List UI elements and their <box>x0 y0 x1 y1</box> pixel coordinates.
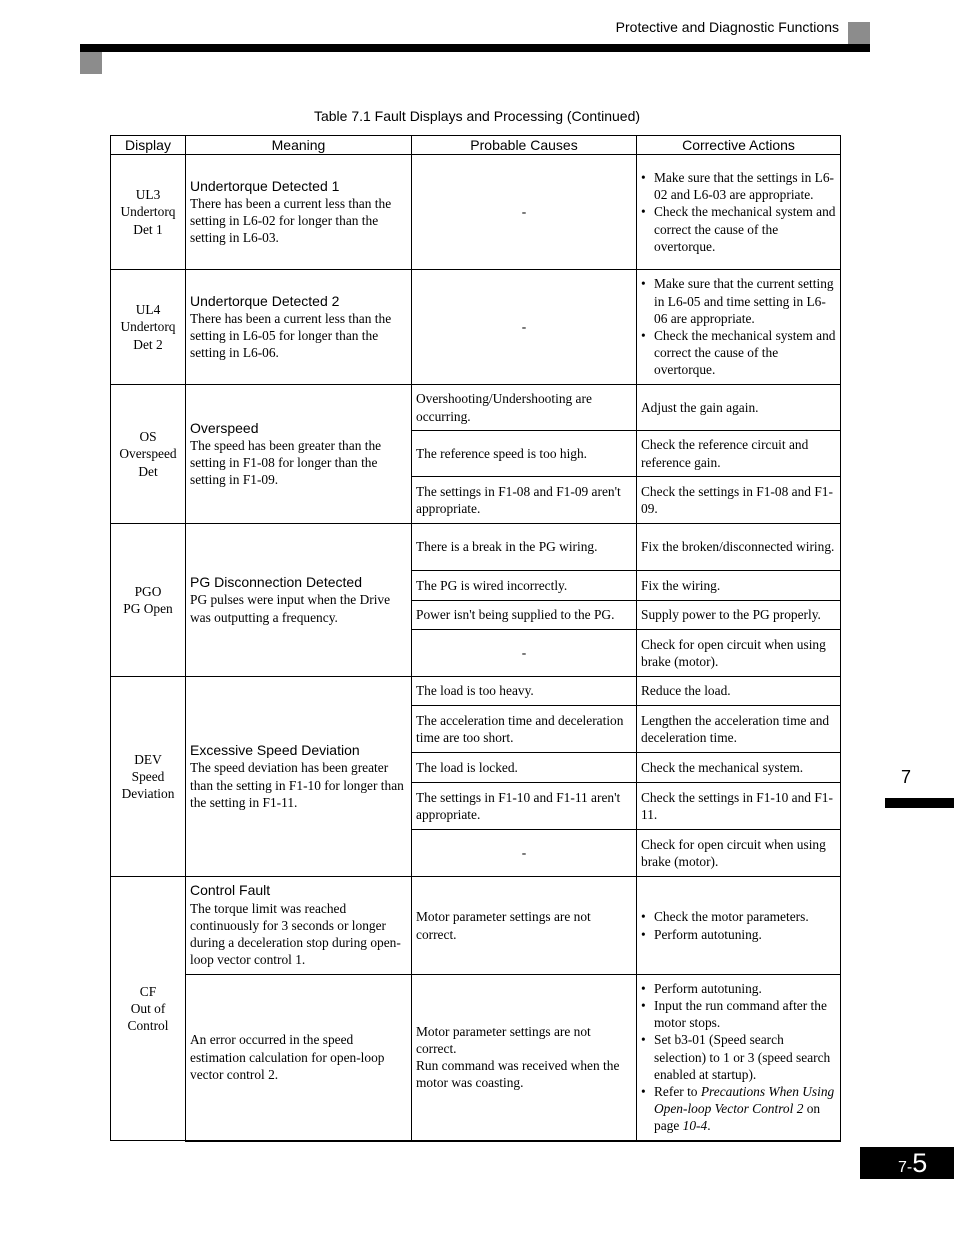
probable-cause: The settings in F1-10 and F1-11 aren't appropriate. <box>412 783 637 830</box>
reference-title: Precautions When Using Open-loop Vector Control 2 <box>654 1084 835 1117</box>
corrective-action: Fix the wiring. <box>637 571 841 601</box>
meaning-body: The torque limit was reached continuously for 3 seconds or longer during a deceleration stop during open-loop vector control 1. <box>190 900 401 968</box>
probable-cause: The settings in F1-08 and F1-09 aren't appropriate. <box>412 477 637 524</box>
table-row <box>111 155 841 270</box>
header-rule <box>80 44 870 52</box>
corrective-action <box>637 270 841 385</box>
corrective-action: Check the reference circuit and reference gain. <box>637 431 841 477</box>
column-header-display: Display <box>111 136 186 155</box>
table-row <box>111 975 841 1141</box>
fault-meaning-pgo <box>186 524 412 677</box>
fault-display-ul3: UL3 Undertorq Det 1 <box>111 155 186 270</box>
corrective-action <box>637 975 841 1141</box>
chapter-tab-bar <box>885 798 954 808</box>
probable-cause: - <box>412 830 637 877</box>
table-row <box>111 677 841 706</box>
chapter-tab-number: 7 <box>901 767 912 787</box>
fault-meaning-os <box>186 385 412 524</box>
probable-cause: The reference speed is too high. <box>412 431 637 477</box>
fault-meaning-dev <box>186 677 412 877</box>
column-header-meaning: Meaning <box>186 136 412 155</box>
corrective-action: Check for open circuit when using brake (motor). <box>637 830 841 877</box>
header-corner-marker <box>80 52 102 74</box>
probable-cause: Overshooting/Undershooting are occurring. <box>412 385 637 431</box>
probable-cause: The PG is wired incorrectly. <box>412 571 637 601</box>
meaning-body: PG pulses were input when the Drive was outputting a frequency. <box>190 592 391 625</box>
corrective-action: Supply power to the PG properly. <box>637 601 841 630</box>
probable-cause: - <box>412 155 637 270</box>
bullet-item: • Perform autotuning. <box>641 980 836 997</box>
column-header-causes: Probable Causes <box>412 136 637 155</box>
table-row <box>111 877 841 975</box>
fault-display-cf: CF Out of Control <box>111 877 186 1141</box>
probable-cause: The load is too heavy. <box>412 677 637 706</box>
meaning-body: The speed deviation has been greater than the setting in F1-10 for longer than the setting in F1-11. <box>190 760 404 810</box>
probable-cause: - <box>412 270 637 385</box>
meaning-title: Control Fault <box>190 882 271 899</box>
bullet-item: • Check the motor parameters. <box>641 908 836 925</box>
probable-cause: - <box>412 630 637 677</box>
meaning-body: There has been a current less than the setting in L6-02 for longer than the setting in L6-03. <box>190 195 392 246</box>
meaning-title: Undertorque Detected 1 <box>190 177 340 194</box>
meaning-body: The speed has been greater than the setting in F1-08 for longer than the setting in F1-09. <box>190 437 382 488</box>
probable-cause: Power isn't being supplied to the PG. <box>412 601 637 630</box>
corrective-action: Reduce the load. <box>637 677 841 706</box>
probable-cause: The load is locked. <box>412 753 637 783</box>
table-row <box>111 270 841 385</box>
meaning-title: PG Disconnection Detected <box>190 574 362 591</box>
page-number-box <box>860 1147 954 1179</box>
corrective-action <box>637 155 841 270</box>
fault-meaning-ul3 <box>186 155 412 270</box>
table-header-row <box>111 136 841 155</box>
probable-cause: Motor parameter settings are not correct. <box>412 877 637 975</box>
corrective-action: Check the mechanical system. <box>637 753 841 783</box>
corrective-action: Check the settings in F1-08 and F1-09. <box>637 477 841 524</box>
page-number: 5 <box>912 1148 928 1178</box>
bullet-item: • Set b3-01 (Speed search selection) to 1 or 3 (speed search enabled at startup). <box>641 1031 836 1083</box>
bullet-item: • Perform autotuning. <box>641 926 836 943</box>
corrective-action: Lengthen the acceleration time and deceleration time. <box>637 706 841 753</box>
page-chapter: 7- <box>898 1159 913 1176</box>
fault-meaning-cf-ovc2: An error occurred in the speed estimation calculation for open-loop vector control 2. <box>186 975 412 1141</box>
reference-page: 10-4 <box>682 1118 708 1134</box>
meaning-title: Overspeed <box>190 419 259 436</box>
bullet-item: • Check the mechanical system and correct the cause of the overtorque. <box>641 327 836 379</box>
corrective-action: Check for open circuit when using brake (motor). <box>637 630 841 677</box>
probable-cause: Motor parameter settings are not correct. Run command was received when the motor was coasting. <box>412 975 637 1141</box>
bullet-item: • Check the mechanical system and correct the cause of the overtorque. <box>641 203 836 255</box>
probable-cause: The acceleration time and deceleration time are too short. <box>412 706 637 753</box>
table-row <box>111 385 841 431</box>
corrective-action: Adjust the gain again. <box>637 385 841 431</box>
fault-display-os: OS Overspeed Det <box>111 385 186 524</box>
bullet-item: • Make sure that the current setting in L6-05 and time setting in L6-06 are appropriate. <box>641 275 836 327</box>
meaning-title: Excessive Speed Deviation <box>190 742 360 759</box>
running-header: Protective and Diagnostic Functions <box>615 19 839 35</box>
bullet-item: • Input the run command after the motor stops. <box>641 997 836 1031</box>
table-caption: Table 7.1 Fault Displays and Processing (Continued) <box>313 108 641 124</box>
bullet-item-reference: • Refer to Precautions When Using Open-loop Vector Control 2 on page 10-4. <box>641 1083 836 1135</box>
fault-display-dev: DEV Speed Deviation <box>111 677 186 877</box>
table-row <box>111 524 841 571</box>
meaning-body: There has been a current less than the setting in L6-05 for longer than the setting in L6-06. <box>190 310 392 361</box>
corrective-action <box>637 877 841 975</box>
fault-table <box>110 135 841 1142</box>
corrective-action: Check the settings in F1-10 and F1-11. <box>637 783 841 830</box>
fault-display-ul4: UL4 Undertorq Det 2 <box>111 270 186 385</box>
fault-meaning-cf <box>186 877 412 975</box>
probable-cause: There is a break in the PG wiring. <box>412 524 637 571</box>
fault-display-pgo: PGO PG Open <box>111 524 186 677</box>
corrective-action: Fix the broken/disconnected wiring. <box>637 524 841 571</box>
meaning-title: Undertorque Detected 2 <box>190 292 340 309</box>
column-header-actions: Corrective Actions <box>637 136 841 155</box>
bullet-item: • Make sure that the settings in L6-02 and L6-03 are appropriate. <box>641 169 836 203</box>
header-marker <box>848 22 870 44</box>
fault-meaning-ul4 <box>186 270 412 385</box>
